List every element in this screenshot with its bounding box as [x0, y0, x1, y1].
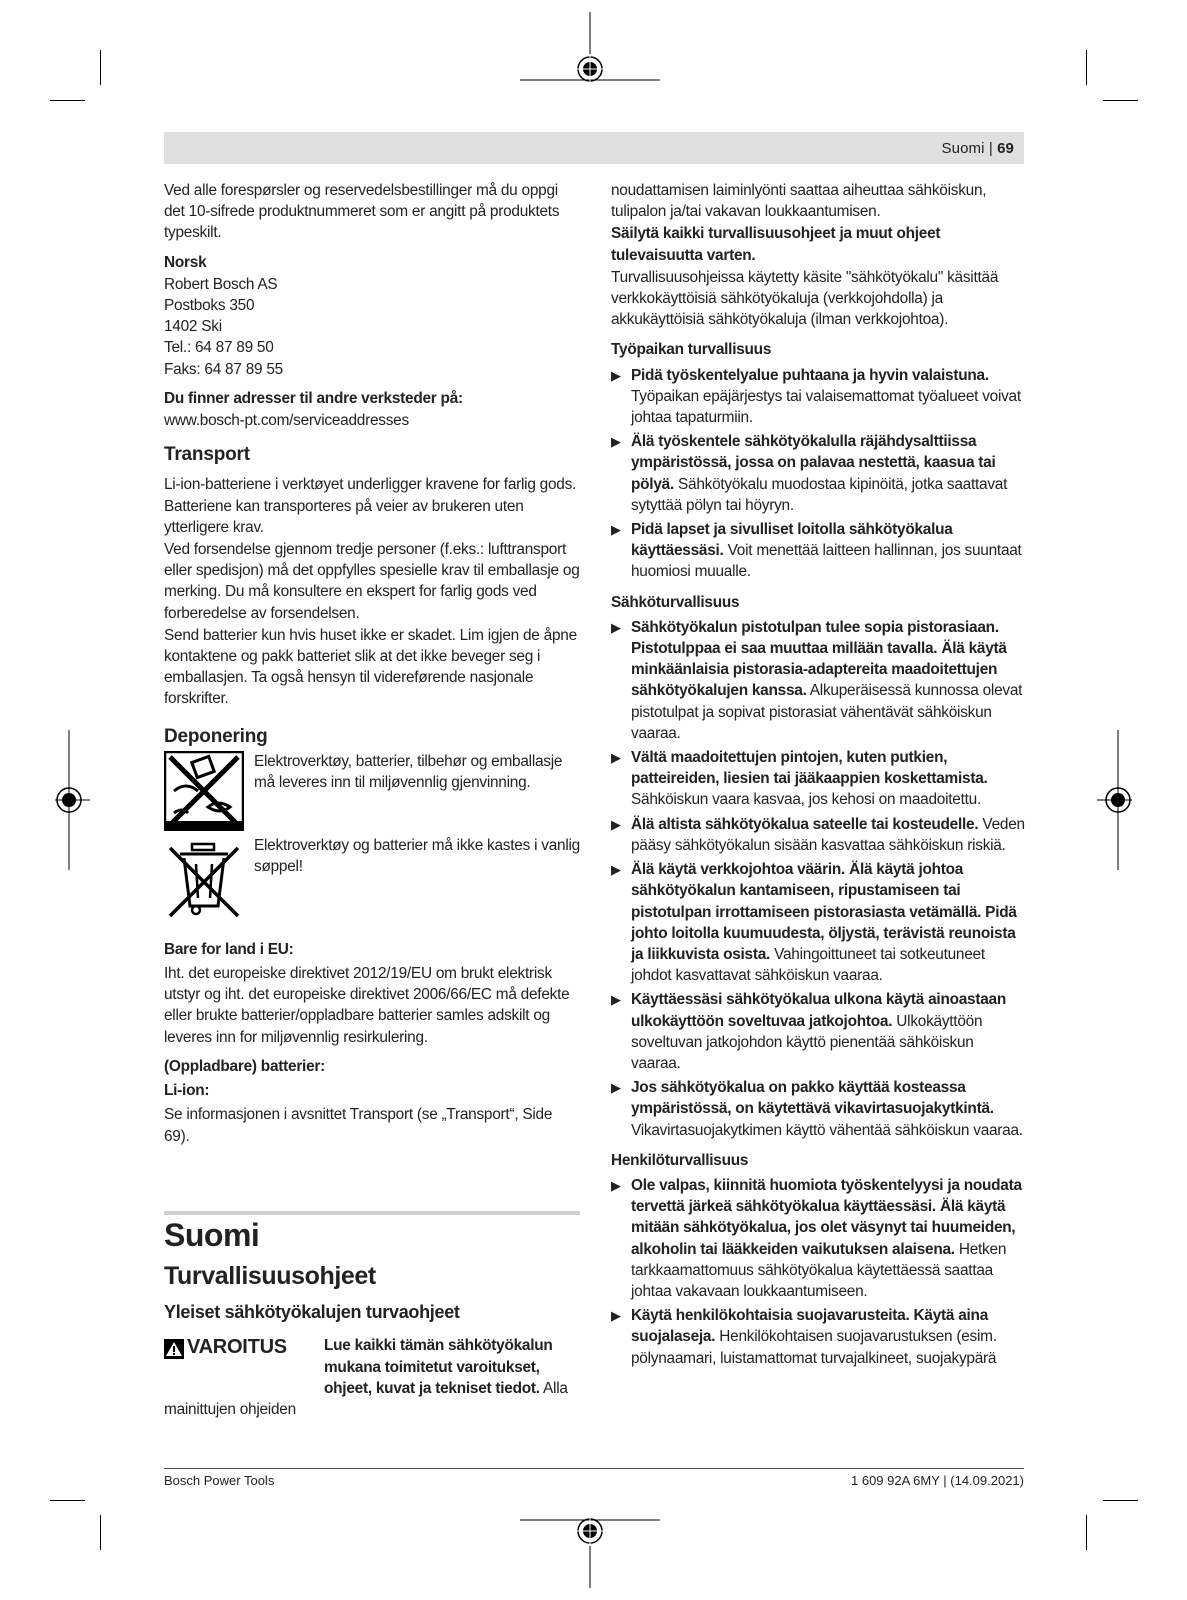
- header-label: [942, 140, 1014, 157]
- list-item: [611, 1305, 1025, 1369]
- service-heading: Du finner adresser til andre verksteder på:: [164, 389, 463, 407]
- address-line: Postboks 350: [164, 297, 255, 315]
- list-item: [611, 1175, 1025, 1302]
- recycling-icon: [164, 751, 244, 831]
- safety-list: [611, 617, 1025, 1141]
- list-item: [611, 519, 1025, 583]
- list-item: [611, 1077, 1025, 1141]
- crop-mark: [100, 1515, 101, 1550]
- safety-title: Turvallisuusohjeet: [164, 1261, 376, 1290]
- address-line: Tel.: 64 87 89 50: [164, 339, 274, 357]
- item-text: Sähköiskun vaara kasvaa, jos kehosi on maadoitettu.: [631, 791, 981, 809]
- registration-mark-icon: [520, 12, 660, 82]
- list-item: [611, 617, 1025, 744]
- safety-sections: [611, 339, 1025, 1368]
- general-safety-heading: Yleiset sähkötyökalujen turvaohjeet: [164, 1302, 460, 1323]
- item-text: Ulkokäyttöön soveltuvan jatkojohdon käyttö pienentää sähköiskun vaaraa.: [631, 1012, 983, 1072]
- list-item: [611, 747, 1025, 811]
- keep-instructions: Säilytä kaikki turvallisuusohjeet ja muut ohjeet tulevaisuutta varten.: [611, 225, 941, 264]
- item-bold: Sähkötyökalun pistotulpan tulee sopia pistorasiaan. Pistotulppaa ei saa muuttaa millään tavalla. Älä käytä minkäänlaisia pistorasia-adaptereita maadoitettujen sähkötyökalujen kanssa.: [631, 618, 1007, 700]
- item-text: Sähkötyökalu muodostaa kipinöitä, jotka saattavat sytyttää pölyn tai höyryn.: [631, 475, 1008, 514]
- address-line: Robert Bosch AS: [164, 275, 278, 293]
- warning-bold: Lue kaikki tämän sähkötyökalun mukana toimitetut varoitukset, ohjeet, kuvat ja tekniset tiedot.: [324, 1337, 553, 1397]
- header-language: Suomi: [941, 140, 985, 157]
- bullet-arrow-icon: ▶: [611, 992, 621, 1008]
- li-ion-heading: Li-ion:: [164, 1082, 210, 1100]
- warning-triangle-icon: [164, 1339, 184, 1359]
- section-heading: Työpaikan turvallisuus: [611, 341, 772, 359]
- section-heading: Sähköturvallisuus: [611, 593, 740, 611]
- warning-badge: [164, 1335, 324, 1381]
- warning-label: VAROITUS: [187, 1336, 287, 1359]
- eu-heading: Bare for land i EU:: [164, 940, 294, 958]
- footer-brand: Bosch Power Tools: [164, 1473, 275, 1488]
- safety-list: [611, 365, 1025, 583]
- bullet-arrow-icon: ▶: [611, 816, 621, 832]
- right-column: [611, 180, 1025, 1377]
- list-item: [611, 365, 1025, 429]
- language-heading: Suomi: [164, 1216, 260, 1253]
- warning-text: Alla mainittujen ohjeiden: [164, 1379, 568, 1418]
- list-item: [611, 859, 1025, 986]
- item-bold: Älä altista sähkötyökalua sateelle tai kosteudelle.: [631, 815, 979, 833]
- item-text: Vahingoittuneet tai sotkeutuneet johdot kasvattavat sähköiskun vaaraa.: [631, 945, 985, 985]
- item-bold: Käyttäessäsi sähkötyökalua ulkona käytä ainoastaan ulkokäyttöön soveltuvaa jatkojohtoa.: [631, 991, 1007, 1030]
- eu-text: Iht. det europeiske direktivet 2012/19/EU om brukt elektrisk utstyr og iht. det europeiske direktivet 2006/66/EC må defekte eller brukte batterier/oppladbare batterier samles adskilt og leveres inn for miljøvennlig resirkulering.: [164, 965, 570, 1046]
- recycle-row: [164, 751, 580, 831]
- item-bold: Pidä lapset ja sivulliset loitolla sähkötyökalua käyttäessäsi.: [631, 521, 953, 560]
- list-item: [611, 814, 1025, 856]
- service-url: www.bosch-pt.com/serviceaddresses: [164, 412, 409, 430]
- item-text: Työpaikan epäjärjestys tai valaisemattomat työalueet voivat johtaa tapaturmiin.: [631, 387, 1021, 427]
- address-line: 1402 Ski: [164, 318, 222, 336]
- batteries-heading: (Oppladbare) batterier:: [164, 1057, 326, 1075]
- header-separator: |: [988, 140, 993, 157]
- bullet-arrow-icon: ▶: [611, 367, 621, 383]
- term-text: Turvallisuusohjeissa käytetty käsite "sähkötyökalu" käsittää verkkokäyttöisiä sähkötyökaluja (verkkojohdolla) ja akkukäyttöisiä sähkötyökaluja (ilman verkkojohtoa).: [611, 268, 999, 329]
- list-item: [611, 989, 1025, 1074]
- transport-paragraph: Ved forsendelse gjennom tredje personer (f.eks.: lufttransport eller spedisjon) må det oppfylles spesielle krav til emballasje og merking. Du må konsultere en ekspert for farlig gods ved forberedelse av forsendelsen.: [164, 541, 580, 622]
- intro-text: Ved alle forespørsler og reservedelsbestillinger må du oppgi det 10-sifrede produktnummeret som er angitt på produktets typeskilt.: [164, 182, 560, 242]
- bullet-arrow-icon: ▶: [611, 522, 621, 538]
- safety-list: [611, 1175, 1025, 1369]
- bullet-arrow-icon: ▶: [611, 862, 621, 878]
- item-text: Henkilökohtaisen suojavarustuksen (esim. pölynaamari, luistamattomat turvajalkineet, suojakypärä: [631, 1328, 997, 1367]
- transport-paragraph: Li-ion-batteriene i verktøyet underligger kravene for farlig gods. Batteriene kan transporteres på veier av brukeren uten ytterligere krav.: [164, 476, 577, 536]
- section-divider: [164, 1211, 580, 1215]
- registration-mark-icon: [1097, 730, 1132, 870]
- crop-mark: [1086, 50, 1087, 85]
- item-bold: Älä käytä verkkojohtoa väärin. Älä käytä johtoa sähkötyökalun kantamiseen, ripustamiseen tai pistotulpan irrottamiseen pistorasiasta vetämällä. Pidä johto loitolla kuumuudesta, öljystä, terävistä reunoista ja liikkuvista osista.: [631, 861, 1017, 963]
- list-item: [611, 431, 1025, 516]
- crossed-bin-icon: [164, 835, 244, 921]
- left-column: [164, 180, 580, 1420]
- crop-mark: [50, 1500, 85, 1501]
- continued-text: noudattamisen laiminlyönti saattaa aiheuttaa sähköiskun, tulipalon ja/tai vakavan loukkaantumisen.: [611, 182, 987, 221]
- page-header: [164, 132, 1024, 164]
- bin-text: Elektroverktøy og batterier må ikke kastes i vanlig søppel!: [254, 836, 580, 876]
- address-block: [164, 274, 580, 380]
- item-bold: Älä työskentele sähkötyökalulla räjähdysalttiissa ympäristössä, jossa on palavaa nestettä, kaasua tai pölyä.: [631, 433, 996, 493]
- item-bold: Vältä maadoitettujen pintojen, kuten putkien, patteireiden, liesien tai jääkaappien koskettamista.: [631, 749, 988, 788]
- crop-mark: [50, 100, 85, 101]
- item-text: Veden pääsy sähkötyökalun sisään kasvattaa sähköiskun riskiä.: [631, 815, 1025, 854]
- footer-docnumber: 1 609 92A 6MY | (14.09.2021): [851, 1473, 1024, 1488]
- address-line: Faks: 64 87 89 55: [164, 360, 283, 378]
- item-bold: Käytä henkilökohtaisia suojavarusteita. Käytä aina suojalaseja.: [631, 1307, 989, 1346]
- item-bold: Pidä työskentelyalue puhtaana ja hyvin valaistuna.: [631, 366, 989, 384]
- bullet-arrow-icon: ▶: [611, 1308, 621, 1324]
- recycle-text: Elektroverktøy, batterier, tilbehør og emballasje må leveres inn til miljøvennlig gjenvinning.: [254, 752, 563, 792]
- item-text: Hetken tarkkaamattomuus sähkötyökalua käytettäessä saattaa johtaa vakavaan loukkaantumiseen.: [631, 1240, 1007, 1300]
- footer-divider: [164, 1468, 1024, 1469]
- address-country: Norsk: [164, 253, 207, 271]
- transport-paragraph: Send batterier kun hvis huset ikke er skadet. Lim igjen de åpne kontaktene og pakk batteriet slik at det ikke beveger seg i emballasjen. Ta også hensyn til videreførende nasjonale forskrifter.: [164, 626, 577, 708]
- disposal-heading: Deponering: [164, 725, 268, 747]
- item-text: Vikavirtasuojakytkimen käyttö vähentää sähköiskun vaaraa.: [631, 1121, 1023, 1139]
- warning-block: [164, 1335, 580, 1420]
- item-bold: Ole valpas, kiinnitä huomiota työskentelyysi ja noudata tervettä järkeä sähkötyökalua käyttäessäsi. Älä käytä mitään sähkötyökalua, jos olet väsynyt tai huumeiden, alkoholin tai lääkkeiden vaikutuksen alaisena.: [631, 1176, 1022, 1258]
- bullet-arrow-icon: ▶: [611, 1177, 621, 1193]
- bullet-arrow-icon: ▶: [611, 434, 621, 450]
- crop-mark: [1103, 1500, 1138, 1501]
- item-text: Alkuperäisessä kunnossa olevat pistotulpat ja sopivat pistorasiat vähentävät sähköiskun vaaraa.: [631, 682, 1023, 742]
- registration-mark-icon: [55, 730, 90, 870]
- bullet-arrow-icon: ▶: [611, 1080, 621, 1096]
- transport-heading: Transport: [164, 444, 250, 466]
- bullet-arrow-icon: ▶: [611, 750, 621, 766]
- bin-row: [164, 835, 580, 921]
- registration-mark-icon: [520, 1518, 660, 1588]
- section-heading: Henkilöturvallisuus: [611, 1151, 749, 1169]
- item-bold: Jos sähkötyökalua on pakko käyttää kosteassa ympäristössä, on käytettävä vikavirtasuojakytkintä.: [631, 1079, 994, 1118]
- crop-mark: [1103, 100, 1138, 101]
- page-number: 69: [997, 140, 1014, 157]
- crop-mark: [100, 50, 101, 85]
- bullet-arrow-icon: ▶: [611, 619, 621, 635]
- item-text: Voit menettää laitteen hallinnan, jos suuntaat huomiosi muualle.: [631, 542, 1022, 581]
- li-ion-text: Se informasjonen i avsnittet Transport (se „Transport“, Side 69).: [164, 1106, 553, 1145]
- crop-mark: [1086, 1515, 1087, 1550]
